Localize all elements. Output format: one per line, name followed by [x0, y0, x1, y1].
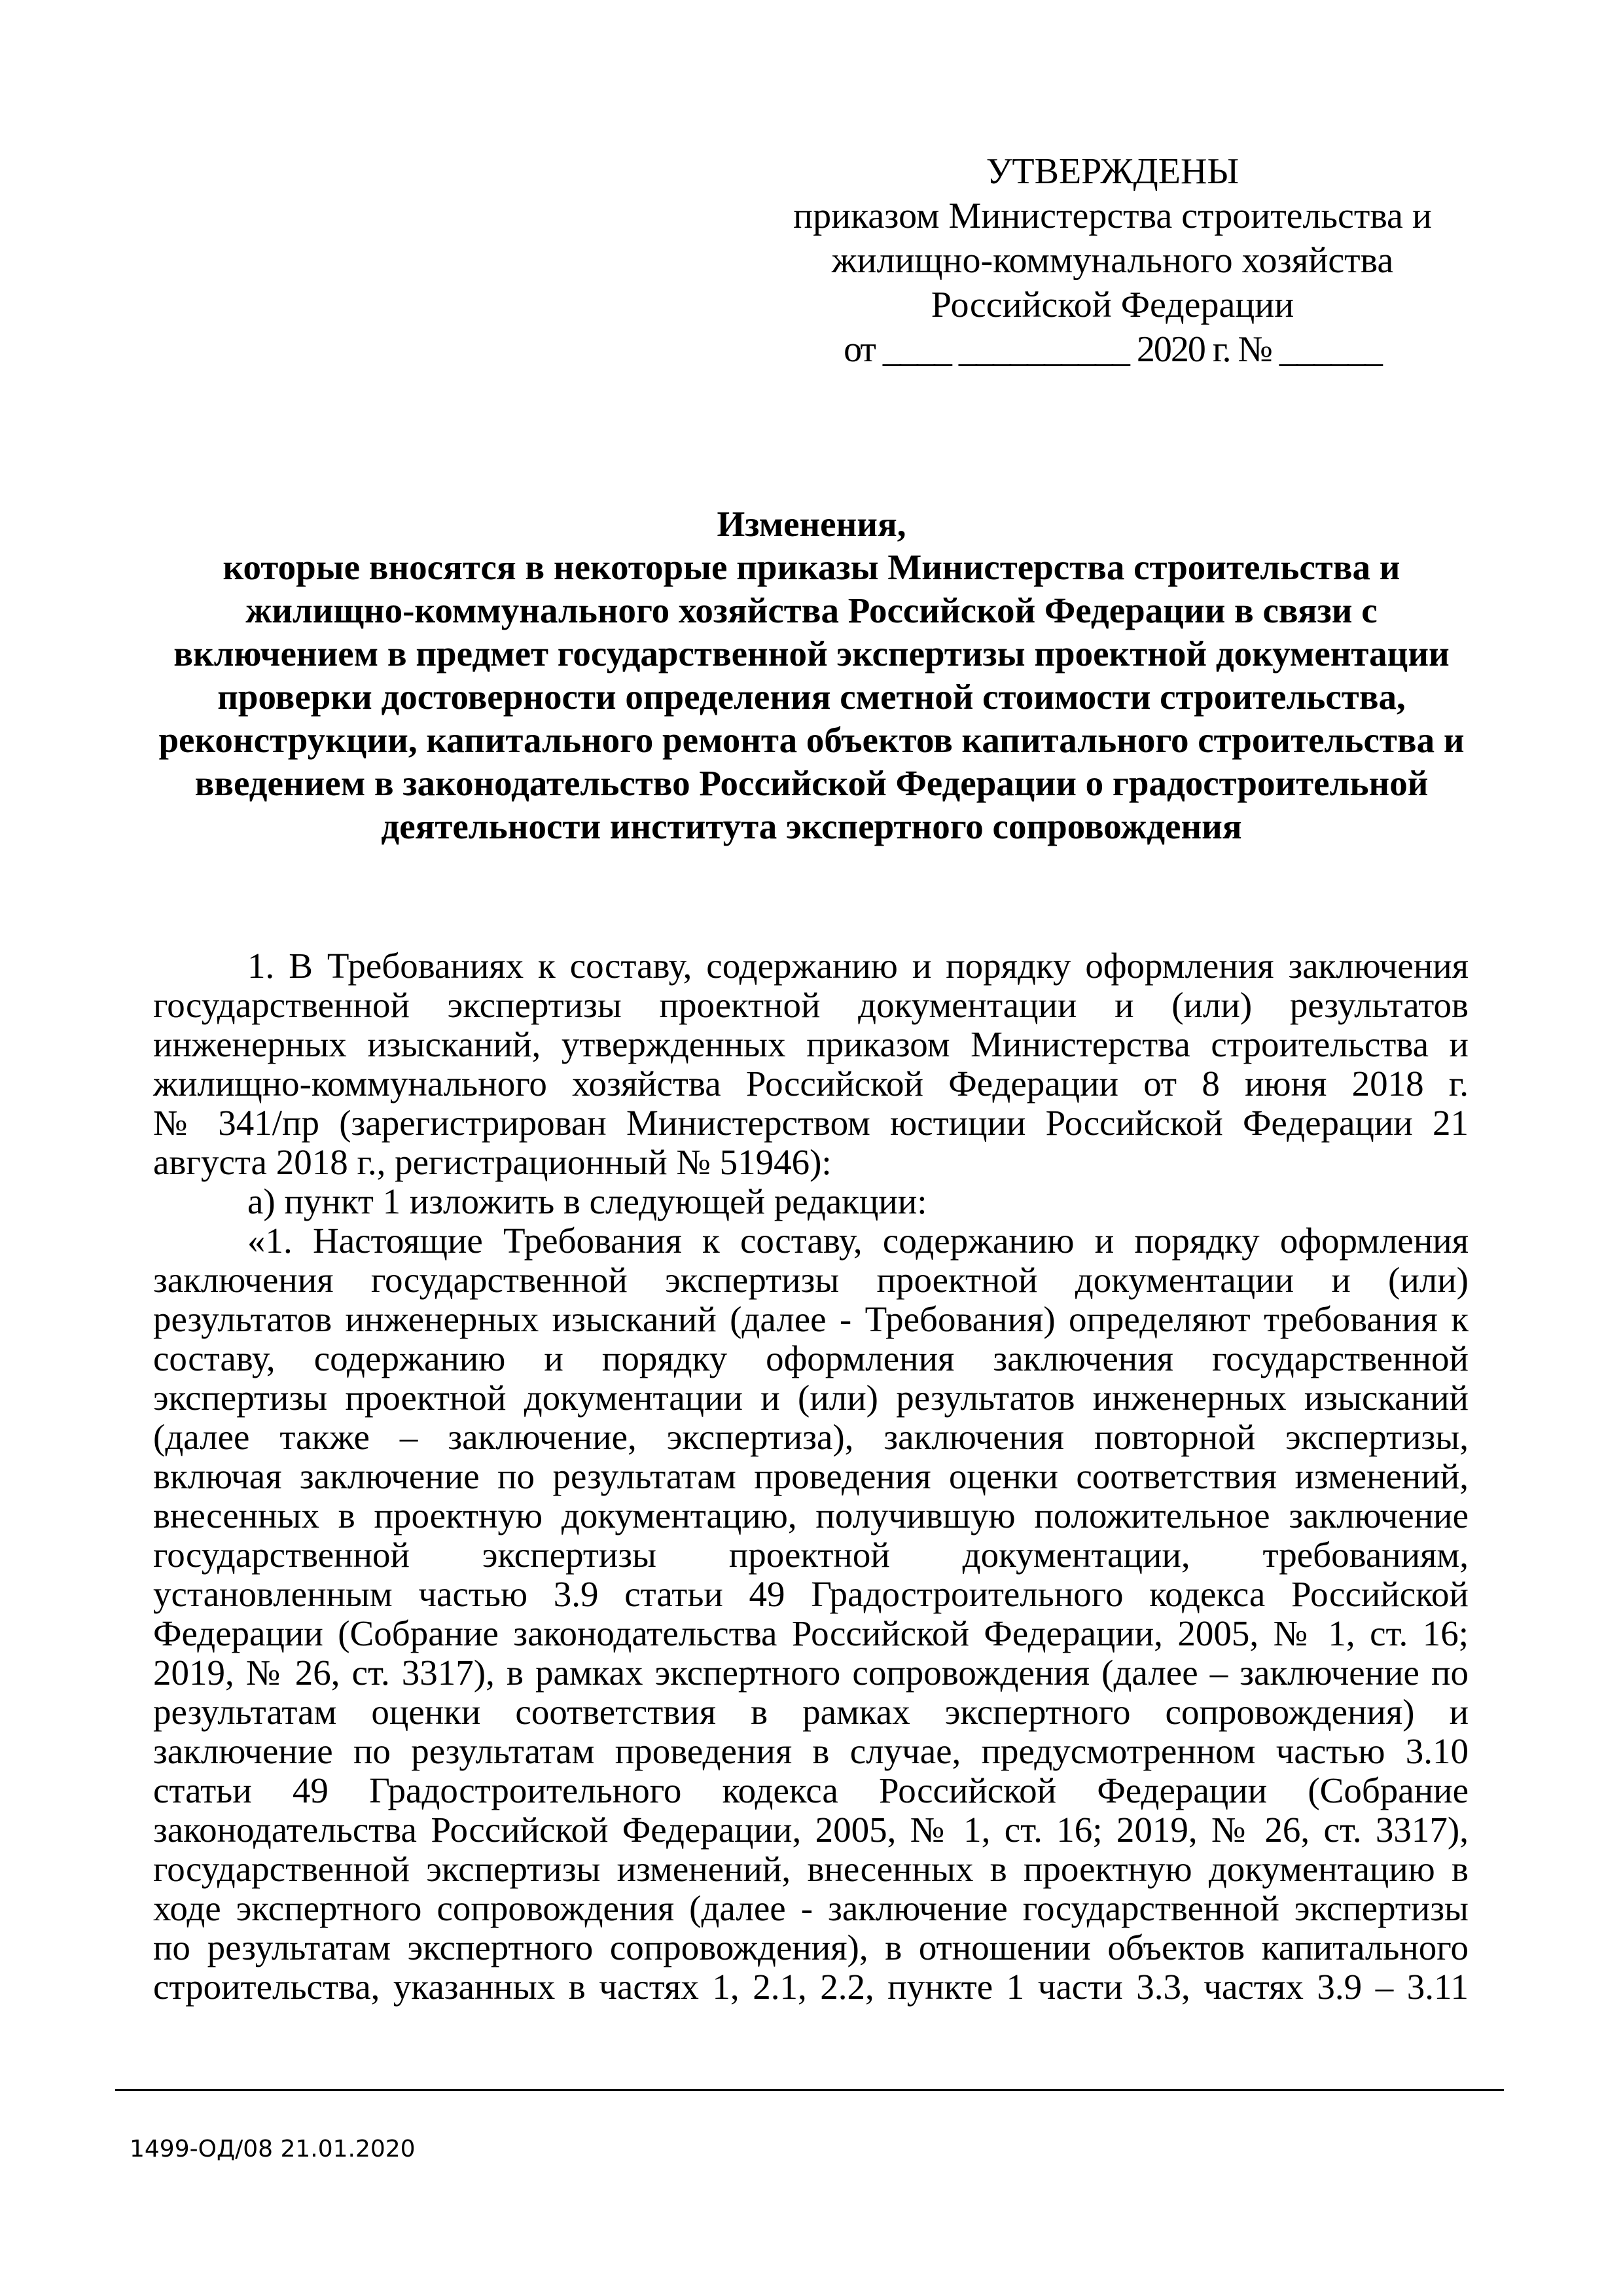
footer-document-code: 1499-ОД/08 21.01.2020 — [130, 2136, 416, 2162]
approval-line: приказом Министерства строительства и — [793, 196, 1432, 236]
body-line: государственной экспертизы проектной документации и (или) результатов — [153, 985, 1469, 1025]
body-line: государственной экспертизы проектной документации, требованиям, — [153, 1535, 1469, 1575]
title-line: деятельности института экспертного сопровождения — [381, 806, 1242, 846]
title-line: Изменения, — [717, 504, 906, 544]
title-line: которые вносятся в некоторые приказы Министерства строительства и — [223, 547, 1400, 587]
body-line: по результатам экспертного сопровождения), в отношении объектов капитального — [153, 1928, 1469, 1967]
body-line: 1. В Требованиях к составу, содержанию и порядку оформления заключения — [247, 946, 1469, 986]
body-line: строительства, указанных в частях 1, 2.1, 2.2, пункте 1 части 3.3, частях 3.9 – 3.11 — [153, 1967, 1469, 2007]
title-line: реконструкции, капитального ремонта объектов капитального строительства и — [158, 720, 1465, 760]
body-line: заключение по результатам проведения в случае, предусмотренном частью 3.10 — [153, 1731, 1469, 1771]
body-line: жилищно-коммунального хозяйства Российской Федерации от 8 июня 2018 г. — [153, 1064, 1469, 1103]
title-line: введением в законодательство Российской Федерации о градостроительной — [194, 763, 1429, 803]
body-line: инженерных изысканий, утвержденных приказом Министерства строительства и — [153, 1024, 1469, 1064]
body-line: (далее также – заключение, экспертиза), заключения повторной экспертизы, — [153, 1417, 1469, 1457]
body-line: составу, содержанию и порядку оформления заключения государственной — [153, 1338, 1469, 1378]
footer-divider — [115, 2089, 1504, 2091]
body-line: законодательства Российской Федерации, 2005, № 1, ст. 16; 2019, № 26, ст. 3317), — [153, 1810, 1469, 1850]
body-line: заключения государственной экспертизы проектной документации и (или) — [153, 1260, 1469, 1300]
body-line: а) пункт 1 изложить в следующей редакции: — [247, 1181, 927, 1221]
title-line: жилищно-коммунального хозяйства Российской Федерации в связи с — [245, 590, 1378, 630]
body-line: экспертизы проектной документации и (или) результатов инженерных изысканий — [153, 1378, 1469, 1418]
body-line: «1. Настоящие Требования к составу, содержанию и порядку оформления — [247, 1221, 1469, 1261]
body-line: внесенных в проектную документацию, получившую положительное заключение — [153, 1496, 1469, 1535]
approval-line: Российской Федерации — [931, 285, 1294, 325]
body-line: результатам оценки соответствия в рамках экспертного сопровождения) и — [153, 1692, 1469, 1732]
body-line: результатов инженерных изысканий (далее - Требования) определяют требования к — [153, 1299, 1469, 1339]
body-line: августа 2018 г., регистрационный № 51946): — [153, 1142, 832, 1182]
approval-heading: УТВЕРЖДЕНЫ — [986, 151, 1240, 192]
body-line: государственной экспертизы изменений, внесенных в проектную документацию в — [153, 1849, 1469, 1889]
title-line: включением в предмет государственной экспертизы проектной документации — [173, 634, 1450, 673]
approval-block — [654, 149, 1571, 372]
body-line: ходе экспертного сопровождения (далее - заключение государственной экспертизы — [153, 1888, 1469, 1928]
body-line: № 341/пр (зарегистрирован Министерством юстиции Российской Федерации 21 — [153, 1103, 1469, 1143]
approval-line: жилищно-коммунального хозяйства — [831, 240, 1394, 281]
body-line: 2019, № 26, ст. 3317), в рамках экспертного сопровождения (далее – заключение по — [153, 1653, 1469, 1693]
document-body — [153, 946, 1469, 2007]
body-line: Федерации (Собрание законодательства Российской Федерации, 2005, № 1, ст. 16; — [153, 1613, 1469, 1653]
body-line: включая заключение по результатам проведения оценки соответствия изменений, — [153, 1456, 1469, 1496]
body-line: установленным частью 3.9 статьи 49 Градостроительного кодекса Российской — [153, 1574, 1469, 1614]
approval-date-line: от ____ __________ 2020 г. № ______ — [844, 329, 1382, 370]
document-title — [144, 503, 1479, 848]
body-line: статьи 49 Градостроительного кодекса Российской Федерации (Собрание — [153, 1770, 1469, 1810]
title-line: проверки достоверности определения сметной стоимости строительства, — [217, 677, 1406, 717]
